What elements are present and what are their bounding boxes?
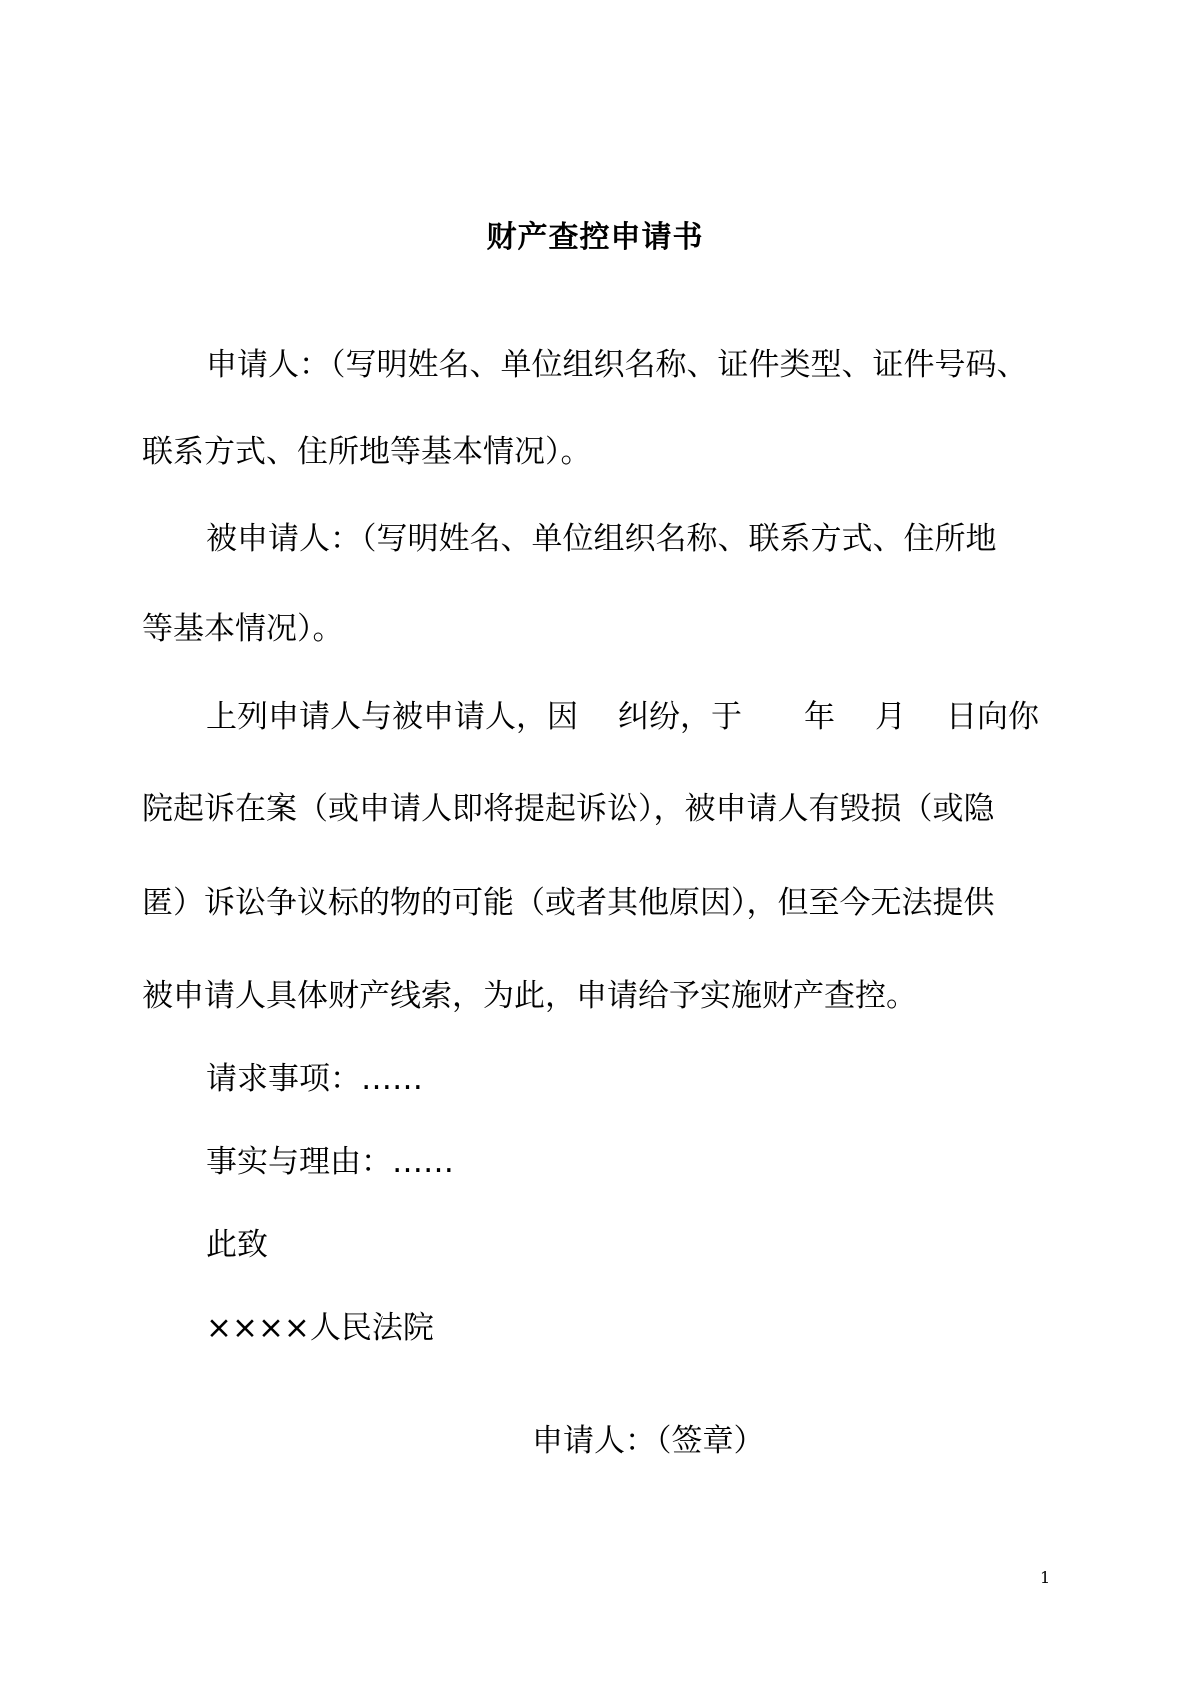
body-line-2: 院起诉在案（或申请人即将提起诉讼），被申请人有毁损（或隐 <box>142 791 995 827</box>
body-line-1 <box>206 697 1039 737</box>
applicant-text-1: （写明姓名、单位组织名称、证件类型、证件号码、 <box>330 347 1028 383</box>
closing-salutation: 此致 <box>206 1227 268 1263</box>
body-text-1a: 上列申请人与被申请人，因 <box>206 699 578 735</box>
respondent-line-2: 等基本情况）。 <box>142 611 344 647</box>
facts-reasons: 事实与理由：…… <box>206 1144 454 1180</box>
applicant-line-2: 联系方式、住所地等基本情况）。 <box>142 434 592 470</box>
court-name: ××××人民法院 <box>206 1310 434 1346</box>
applicant-line-1 <box>206 345 1028 385</box>
body-text-1e: 日向你 <box>946 699 1039 735</box>
signature-line: 申请人：（签章） <box>532 1423 765 1459</box>
body-text-1d: 月 <box>875 699 906 735</box>
request-items: 请求事项：…… <box>206 1061 423 1097</box>
applicant-label: 申请人： <box>206 347 330 383</box>
respondent-text-1: （写明姓名、单位组织名称、联系方式、住所地 <box>361 521 997 557</box>
page-number: 1 <box>1040 1568 1051 1587</box>
respondent-line-1 <box>206 519 997 559</box>
body-line-3: 匿）诉讼争议标的物的可能（或者其他原因），但至今无法提供 <box>142 885 995 921</box>
document-title: 财产查控申请书 <box>486 220 704 255</box>
body-line-4: 被申请人具体财产线索，为此，申请给予实施财产查控。 <box>142 978 917 1014</box>
body-text-1c: 年 <box>804 699 835 735</box>
respondent-label: 被申请人： <box>206 521 361 557</box>
body-text-1b: 纠纷，于 <box>618 699 742 735</box>
